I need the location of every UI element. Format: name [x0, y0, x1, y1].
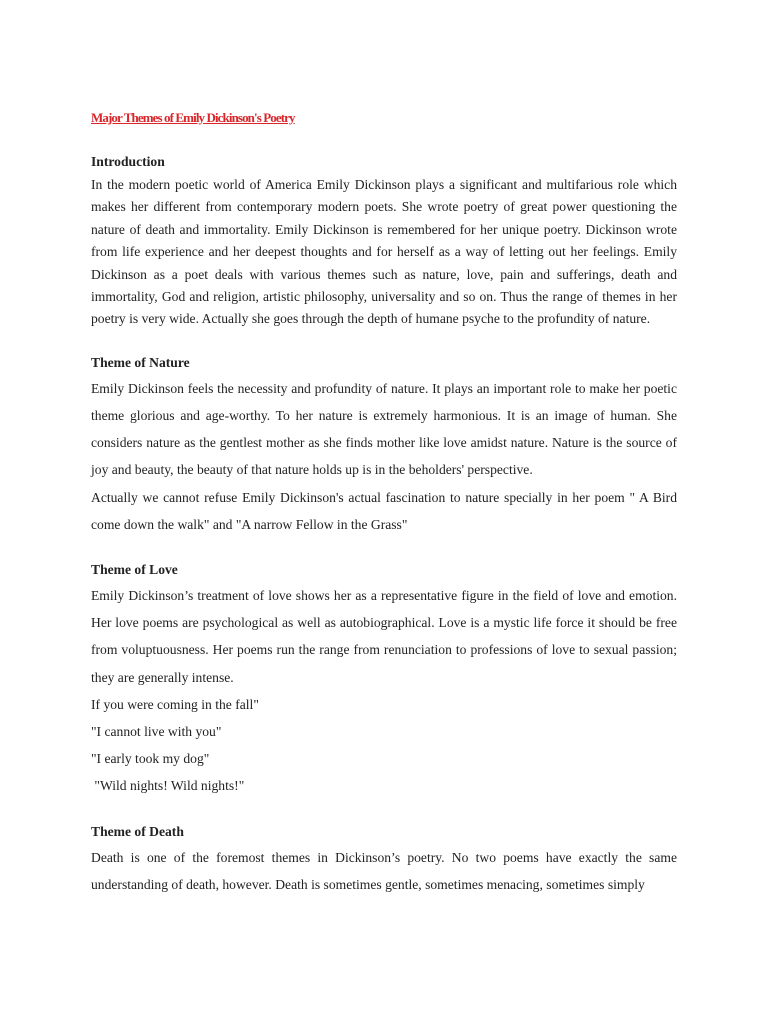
poem-title: "Wild nights! Wild nights!": [91, 778, 245, 794]
section-love: [91, 560, 677, 800]
paragraph-introduction: In the modern poetic world of America Emily Dickinson plays a significant and multifarious role which makes her different from contemporary modern poets. She wrote poetry of great power questioning the nature of death and immortality. Emily Dickinson is remembered for her unique poetry. Dickinson wrote from life experience and her deepest thoughts and for herself as a way of letting out her feelings. Emily Dickinson as a poet deals with various themes such as nature, love, pain and sufferings, death and immortality, God and religion, artistic philosophy, universality and so on. Thus the range of themes in her poetry is very wide. Actually she goes through the depth of humane psyche to the profundity of nature.: [91, 177, 677, 327]
section-introduction: [91, 152, 677, 331]
poem-title: If you were coming in the fall": [91, 696, 259, 712]
document-body: [91, 108, 677, 898]
heading-death: Theme of Death: [91, 823, 184, 839]
heading-love: Theme of Love: [91, 562, 178, 578]
section-death: [91, 822, 677, 898]
document-title: Major Themes of Emily Dickinson's Poetry: [91, 110, 295, 125]
paragraph-love: Emily Dickinson’s treatment of love shows her as a representative figure in the field of love and emotion. Her love poems are psychological as well as autobiographical. Love is a mystic life force it should be free from voluptuousness. Her poems run the range from renunciation to professions of love to sexual passion; they are generally intense.: [91, 588, 677, 685]
paragraph-nature-1: Emily Dickinson feels the necessity and profundity of nature. It plays an important role to make her poetic theme glorious and age-worthy. To her nature is extremely harmonious. It is an image of human. She considers nature as the gentlest mother as she finds mother like love amidst nature. Nature is the source of joy and beauty, the beauty of that nature holds up is in the beholders' perspective.: [91, 380, 677, 478]
paragraph-nature-2: Actually we cannot refuse Emily Dickinson's actual fascination to nature specially in her poem " A Bird come down the walk" and "A narrow Fellow in the Grass": [91, 489, 677, 532]
heading-nature: Theme of Nature: [91, 354, 190, 370]
poem-title: "I cannot live with you": [91, 724, 222, 740]
poem-list: [91, 691, 677, 800]
section-nature: [91, 353, 677, 538]
heading-introduction: Introduction: [91, 154, 165, 169]
paragraph-death: Death is one of the foremost themes in Dickinson’s poetry. No two poems have exactly the same understanding of death, however. Death is sometimes gentle, sometimes menacing, sometimes simply: [91, 849, 677, 892]
poem-title: "I early took my dog": [91, 751, 210, 767]
